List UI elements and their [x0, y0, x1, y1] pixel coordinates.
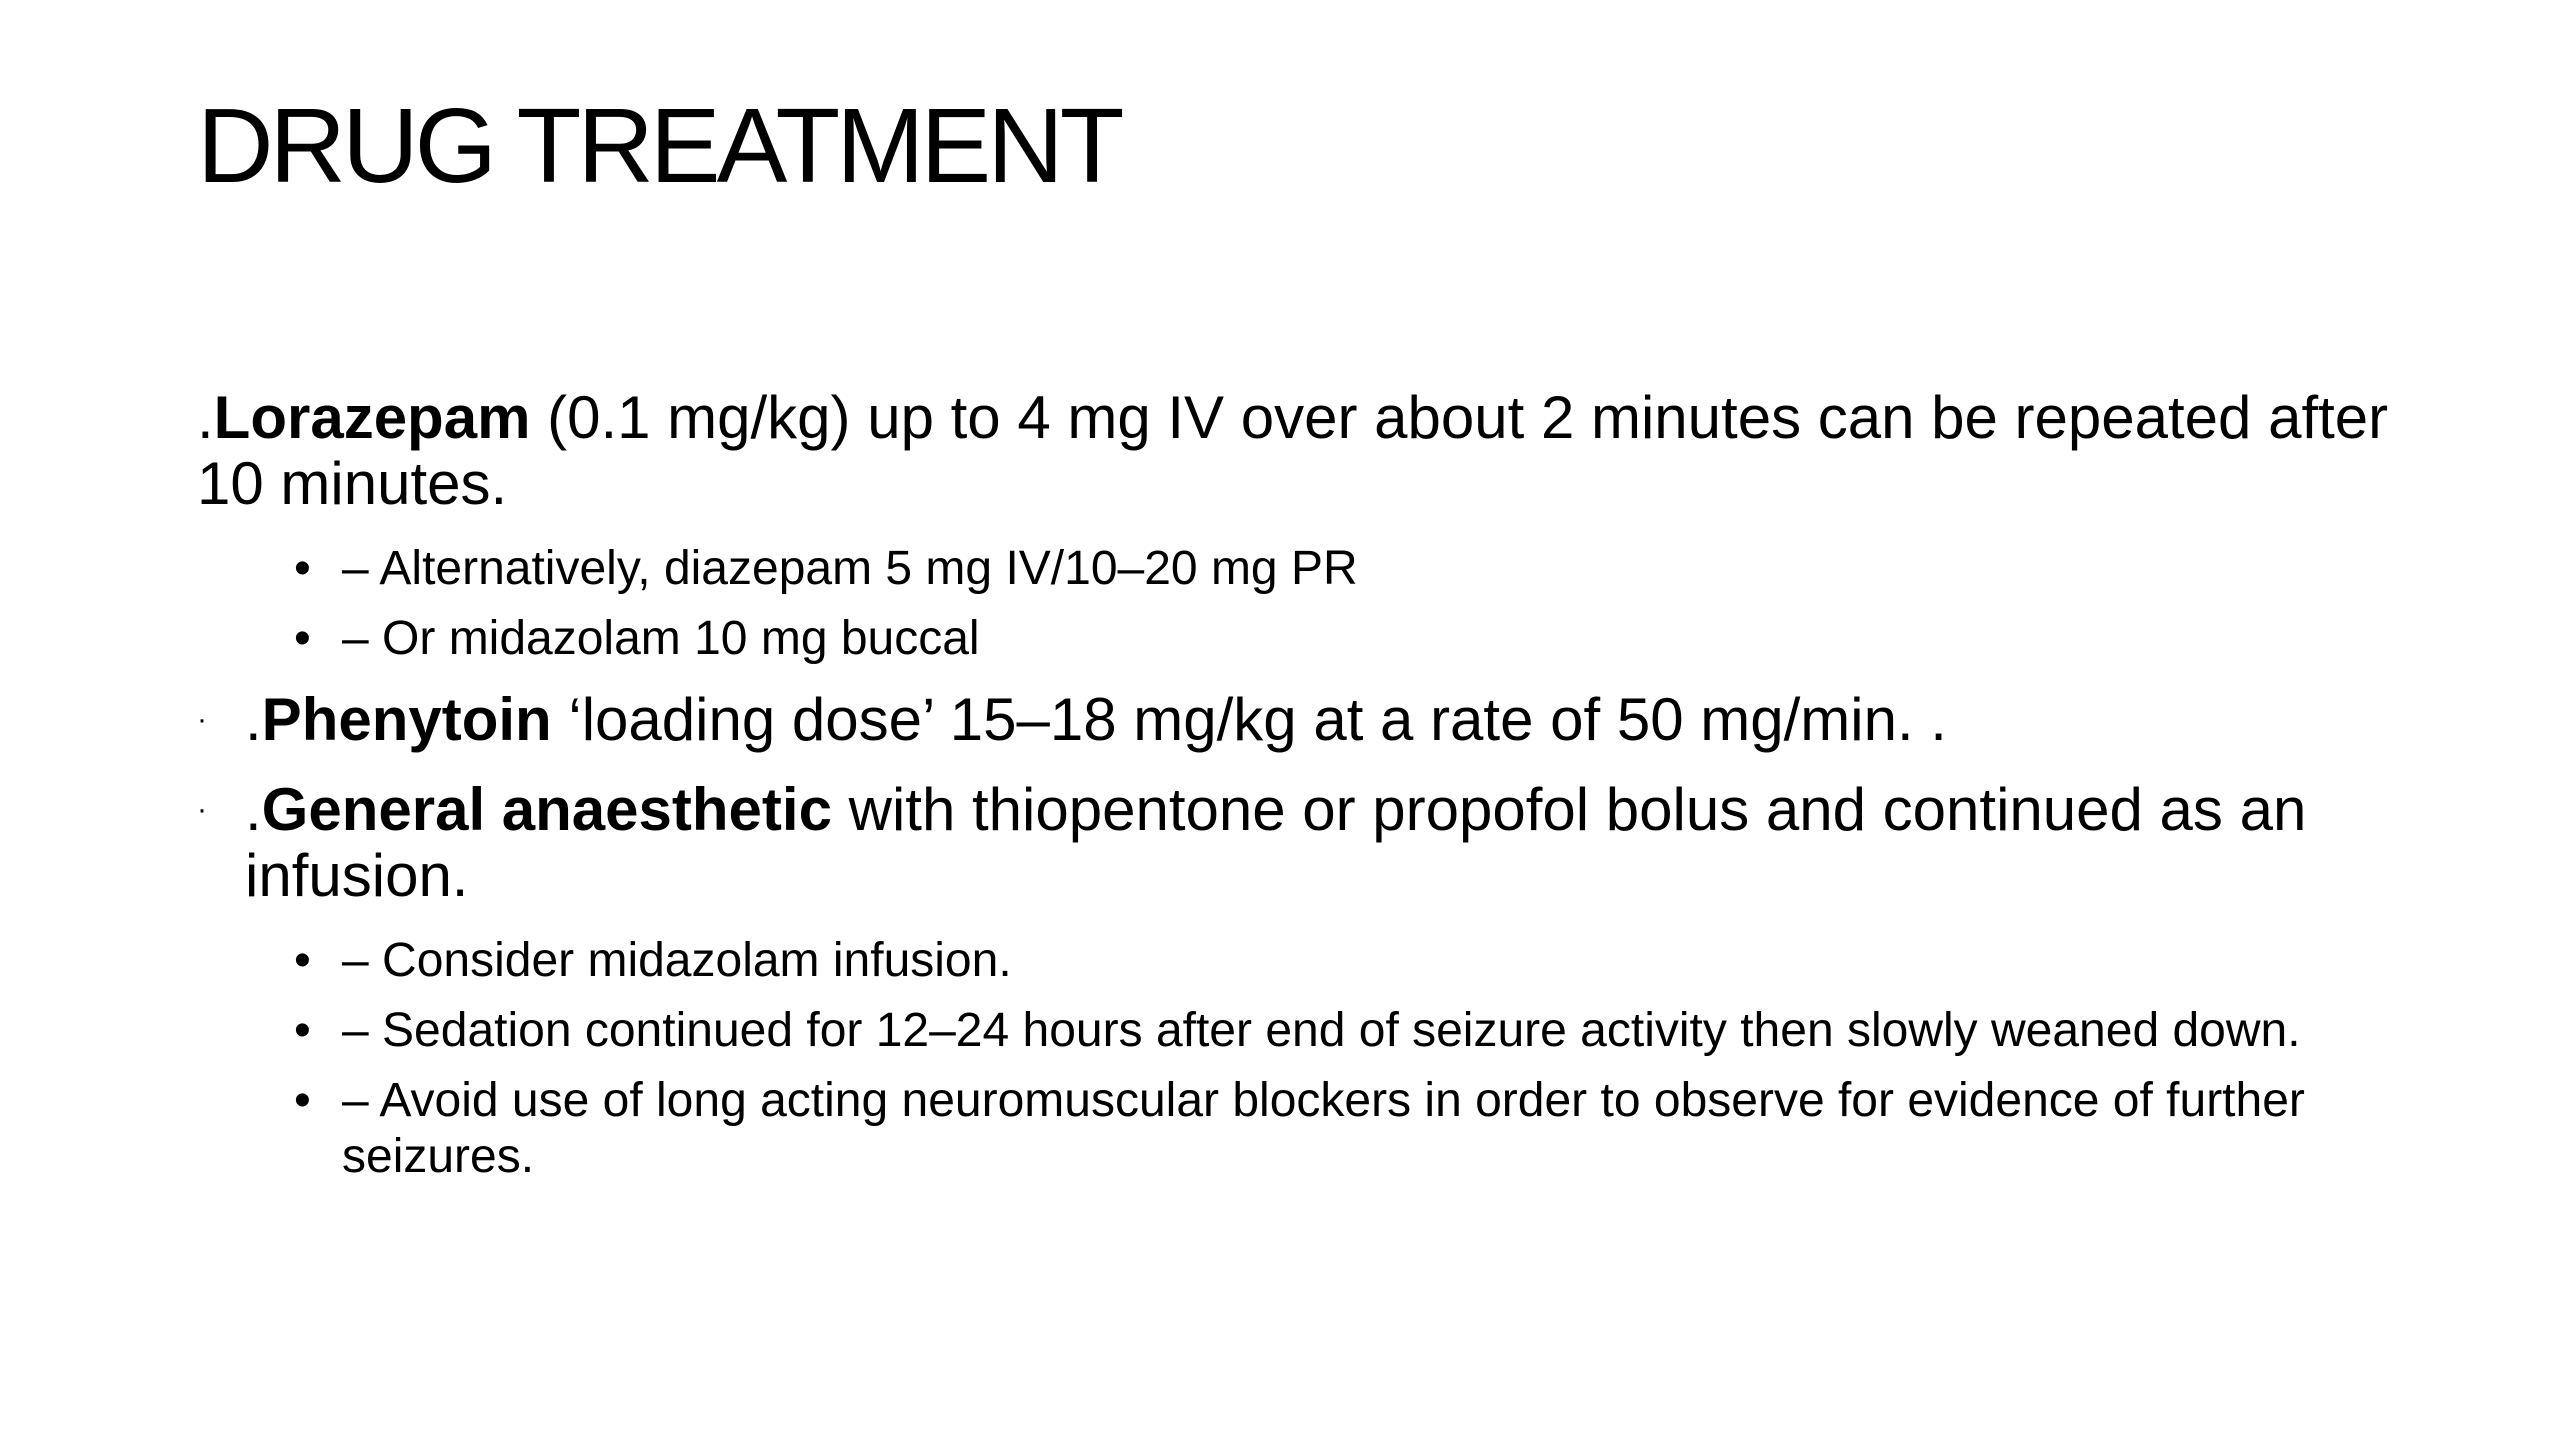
bullet-dot-icon: • [294, 1004, 311, 1057]
sub-bullet [197, 1003, 2402, 1059]
slide-body [197, 385, 2397, 1185]
bullet-dot-icon: • [294, 542, 311, 595]
bullet-lorazepam [197, 385, 2397, 517]
bullet-prefix: . [245, 686, 262, 753]
sub-bullet [197, 1073, 2402, 1185]
bullet-phenytoin [197, 687, 2397, 753]
sub-bullet [197, 933, 2402, 989]
bullet-dot-icon: • [294, 934, 311, 987]
drug-name-general-anaesthetic: General anaesthetic [261, 776, 832, 843]
bullet-dot-icon: • [294, 1074, 311, 1127]
slide-title: DRUG TREATMENT [197, 87, 1121, 205]
bullet-marker: · [197, 793, 207, 826]
sub-bullet-text: – Avoid use of long acting neuromuscular blockers in order to observe for evidence of further seizures. [342, 1074, 2305, 1183]
bullet-dot-icon: • [294, 612, 311, 665]
bullet-general-anaesthetic [197, 777, 2397, 909]
bullet-text: ‘loading dose’ 15–18 mg/kg at a rate of 50 mg/min. . [551, 686, 1947, 753]
bullet-prefix: . [245, 776, 262, 843]
bullet-text: (0.1 mg/kg) up to 4 mg IV over about 2 minutes can be repeated after 10 minutes. [197, 384, 2389, 517]
drug-name-lorazepam: Lorazepam [213, 384, 531, 451]
bullet-marker: · [197, 703, 207, 736]
sub-bullet-text: – Sedation continued for 12–24 hours after end of seizure activity then slowly weaned down. [342, 1004, 2301, 1057]
sub-bullet [197, 611, 2402, 667]
sub-bullet [197, 541, 2402, 597]
sub-bullet-text: – Or midazolam 10 mg buccal [342, 612, 980, 665]
bullet-prefix: . [197, 384, 214, 451]
sub-bullet-text: – Consider midazolam infusion. [342, 934, 1012, 987]
sub-bullet-text: – Alternatively, diazepam 5 mg IV/10–20 mg PR [342, 542, 1358, 595]
drug-name-phenytoin: Phenytoin [261, 686, 552, 753]
bullet-text: with thiopentone or propofol bolus and continued as an infusion. [245, 776, 2307, 909]
